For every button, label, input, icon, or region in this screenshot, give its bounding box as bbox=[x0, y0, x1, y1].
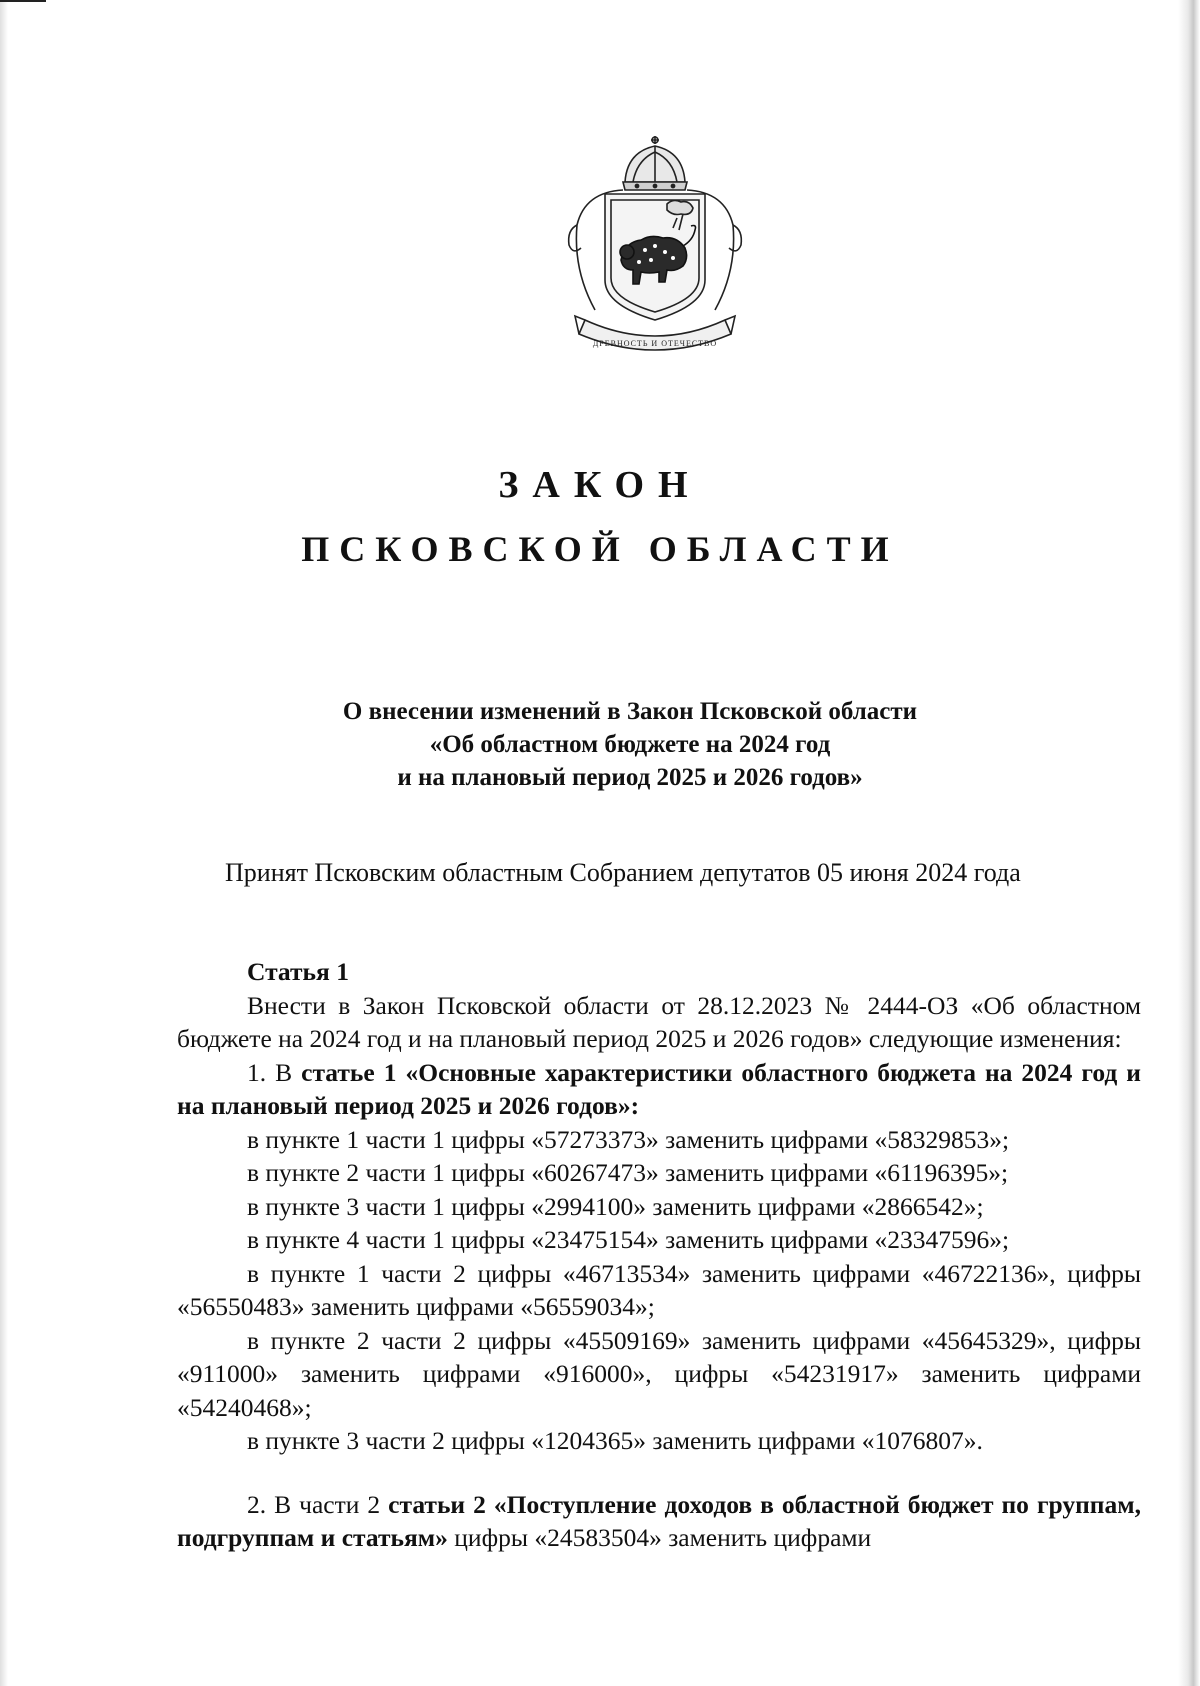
change-line: в пункте 3 части 2 цифры «1204365» заменить цифрами «1076807». bbox=[247, 1426, 983, 1455]
change-line: в пункте 1 части 1 цифры «57273373» заменить цифрами «58329853»; bbox=[247, 1124, 1010, 1154]
scan-corner-mark bbox=[0, 0, 46, 2]
article-intro: Внести в Закон Псковской области от 28.12.2023 № 2444-ОЗ «Об областном бюджете на 2024 год и на плановый период 2025 и 2026 годов» следующие изменения: bbox=[177, 990, 1141, 1053]
subtitle-line: «Об областном бюджете на 2024 год bbox=[429, 731, 831, 758]
item-1: 1. В статье 1 «Основные характеристики областного бюджета на 2024 год и на плановый период 2025 и 2026 годов»: bbox=[177, 1057, 1141, 1120]
change-line: в пункте 2 части 1 цифры «60267473» заменить цифрами «61196395»; bbox=[247, 1158, 1009, 1187]
item-2-bold: статьи 2 «Поступление доходов в областной бюджет по группам, подгруппам и статьям» bbox=[177, 1489, 1141, 1552]
subtitle-line: О внесении изменений в Закон Псковской области bbox=[342, 698, 918, 725]
item-2: 2. В части 2 статьи 2 «Поступление доходов в областной бюджет по группам, подгруппам и статьям» цифры «24583504» заменить цифрами bbox=[177, 1489, 1141, 1552]
doc-title-law: ЗАКОН bbox=[498, 464, 702, 506]
article-1-body bbox=[177, 955, 1141, 1555]
item-1-bold: статье 1 «Основные характеристики областного бюджета на 2024 год и на плановый период 2025 и 2026 годов» bbox=[177, 1057, 1141, 1120]
coat-of-arms-emblem bbox=[555, 130, 755, 360]
article-heading: Статья 1 bbox=[247, 957, 349, 986]
scan-edge-left bbox=[0, 0, 8, 1686]
svg-text:ДРЕВНОСТЬ И ОТЕЧЕСТВО: ДРЕВНОСТЬ И ОТЕЧЕСТВО bbox=[592, 339, 718, 348]
paragraph-gap bbox=[177, 1458, 1141, 1488]
scan-edge-right bbox=[1178, 0, 1200, 1686]
subtitle-line: и на плановый период 2025 и 2026 годов» bbox=[397, 764, 863, 791]
crown-icon bbox=[623, 136, 687, 190]
change-line: в пункте 4 части 1 цифры «23475154» заменить цифрами «23347596»; bbox=[247, 1225, 1010, 1254]
adoption-note: Принят Псковским областным Собранием депутатов 05 июня 2024 года bbox=[225, 858, 1021, 887]
doc-title-region: ПСКОВСКОЙ ОБЛАСТИ bbox=[301, 529, 899, 569]
change-line: в пункте 2 части 2 цифры «45509169» заменить цифрами «45645329», цифры «911000» заменить цифрами «916000», цифры «54231917» заменить цифрами «54240468»; bbox=[177, 1325, 1141, 1422]
doc-subtitle bbox=[0, 695, 1200, 794]
change-line: в пункте 1 части 2 цифры «46713534» заменить цифрами «46722136», цифры «56550483» заменить цифрами «56559034»; bbox=[177, 1258, 1141, 1321]
change-line: в пункте 3 части 1 цифры «2994100» заменить цифрами «2866542»; bbox=[247, 1191, 984, 1221]
